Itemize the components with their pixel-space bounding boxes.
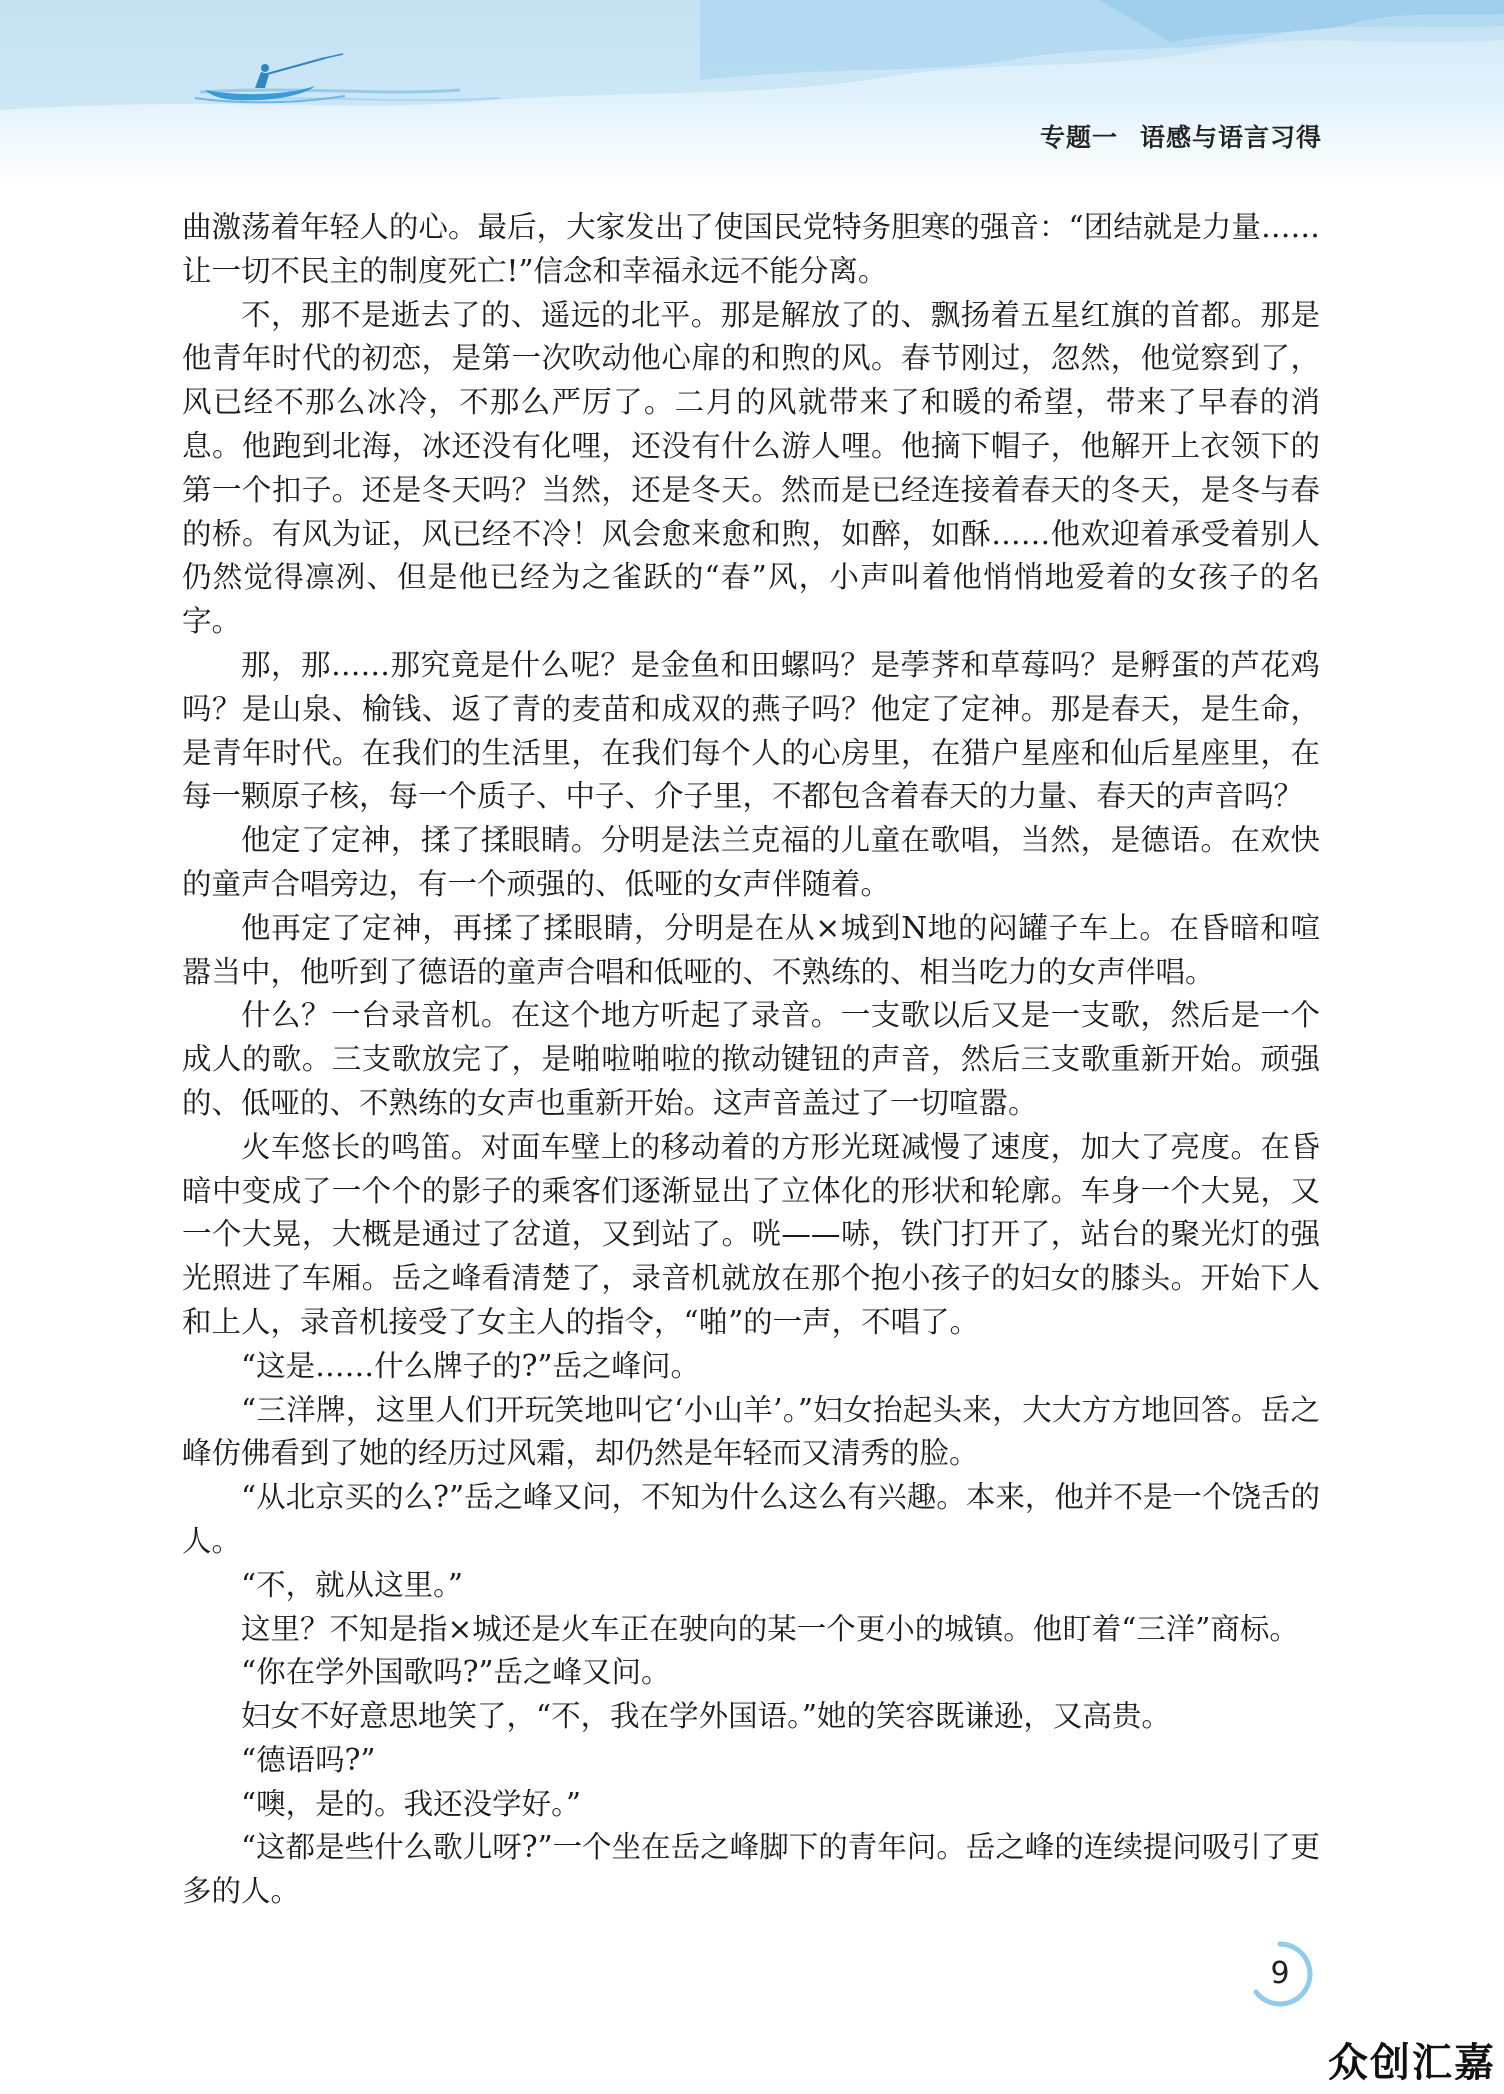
paragraph: “三洋牌，这里人们开玩笑地叫它‘小山羊’。”妇女抬起头来，大大方方地回答。岳之峰仿佛看到了她的经历过风霜，却仍然是年轻而又清秀的脸。	[182, 1392, 1320, 1471]
paragraph: “这都是些什么歌儿呀?”一个坐在岳之峰脚下的青年问。岳之峰的连续提问吸引了更多的人。	[182, 1830, 1320, 1909]
paragraph: 他定了定神，揉了揉眼睛。分明是法兰克福的儿童在歌唱，当然，是德语。在欢快的童声合唱旁边，有一个顽强的、低哑的女声伴随着。	[182, 823, 1320, 901]
paragraph: “德语吗?”	[241, 1742, 376, 1777]
chapter-name: 语感与语言习得	[1139, 123, 1322, 152]
paragraph: “从北京买的么?”岳之峰又问，不知为什么这么有兴趣。本来，他并不是一个饶舌的人。	[182, 1480, 1320, 1558]
paragraph: 曲激荡着年轻人的心。最后，大家发出了使国民党特务胆寒的强音：“团结就是力量……让一切不民主的制度死亡!”信念和幸福永远不能分离。	[182, 210, 1320, 288]
page-header	[0, 0, 1504, 186]
boat-icon	[195, 50, 355, 110]
paragraph: 他再定了定神，再揉了揉眼睛，分明是在从×城到N地的闷罐子车上。在昏暗和喧嚣当中，他听到了德语的童声合唱和低哑的、不熟练的、相当吃力的女声伴唱。	[182, 910, 1320, 989]
paragraph: “你在学外国歌吗?”岳之峰又问。	[241, 1655, 671, 1690]
paragraph: “这是……什么牌子的?”岳之峰问。	[241, 1348, 700, 1383]
body-text	[182, 206, 1320, 1914]
paragraph: 不，那不是逝去了的、遥远的北平。那是解放了的、飘扬着五星红旗的首都。那是他青年时代的初恋，是第一次吹动他心扉的和煦的风。春节刚过，忽然，他觉察到了，风已经不那么冰冷，不那么严厉了。二月的风就带来了和暖的希望，带来了早春的消息。他跑到北海，冰还没有化哩，还没有什么游人哩。他摘下帽子，他解开上衣领下的第一个扣子。还是冬天吗？当然，还是冬天。然而是已经连接着春天的冬天，是冬与春的桥。有风为证，风已经不冷！风会愈来愈和煦，如醉，如酥……他欢迎着承受着别人仍然觉得凛冽、但是他已经为之雀跃的“春”风，小声叫着他悄悄地爱着的女孩子的名字。	[182, 297, 1320, 639]
page-number: 9	[1270, 1956, 1290, 1991]
paragraph: “不，就从这里。”	[241, 1567, 463, 1602]
paragraph: “噢，是的。我还没学好。”	[241, 1786, 581, 1821]
paragraph: 妇女不好意思地笑了，“不，我在学外国语。”她的笑容既谦逊，又高贵。	[241, 1699, 1171, 1734]
chapter-label: 专题一	[1039, 123, 1118, 152]
paragraph: 那，那……那究竟是什么呢？是金鱼和田螺吗？是荸荠和草莓吗？是孵蛋的芦花鸡吗？是山泉、榆钱、返了青的麦苗和成双的燕子吗？他定了定神。那是春天，是生命，是青年时代。在我们的生活里，在我们每个人的心房里，在猎户星座和仙后星座里，在每一颗原子核，每一个质子、中子、介子里，不都包含着春天的力量、春天的声音吗？	[182, 647, 1320, 814]
paragraph: 什么？一台录音机。在这个地方听起了录音。一支歌以后又是一支歌，然后是一个成人的歌。三支歌放完了，是啪啦啪啦的揿动键钮的声音，然后三支歌重新开始。顽强的、低哑的、不熟练的女声也重新开始。这声音盖过了一切喧嚣。	[182, 998, 1320, 1120]
paragraph: 这里？不知是指×城还是火车正在驶向的某一个更小的城镇。他盯着“三洋”商标。	[241, 1611, 1299, 1646]
chapter-title	[1040, 118, 1322, 154]
paragraph: 火车悠长的鸣笛。对面车壁上的移动着的方形光斑减慢了速度，加大了亮度。在昏暗中变成了一个个的影子的乘客们逐渐显出了立体化的形状和轮廓。车身一个大晃，又一个大晃，大概是通过了岔道，又到站了。咣——哧，铁门打开了，站台的聚光灯的强光照进了车厢。岳之峰看清楚了，录音机就放在那个抱小孩子的妇女的膝头。开始下人和上人，录音机接受了女主人的指令，“啪”的一声，不唱了。	[182, 1129, 1320, 1339]
watermark-logo: 众创汇嘉	[1328, 2040, 1496, 2086]
